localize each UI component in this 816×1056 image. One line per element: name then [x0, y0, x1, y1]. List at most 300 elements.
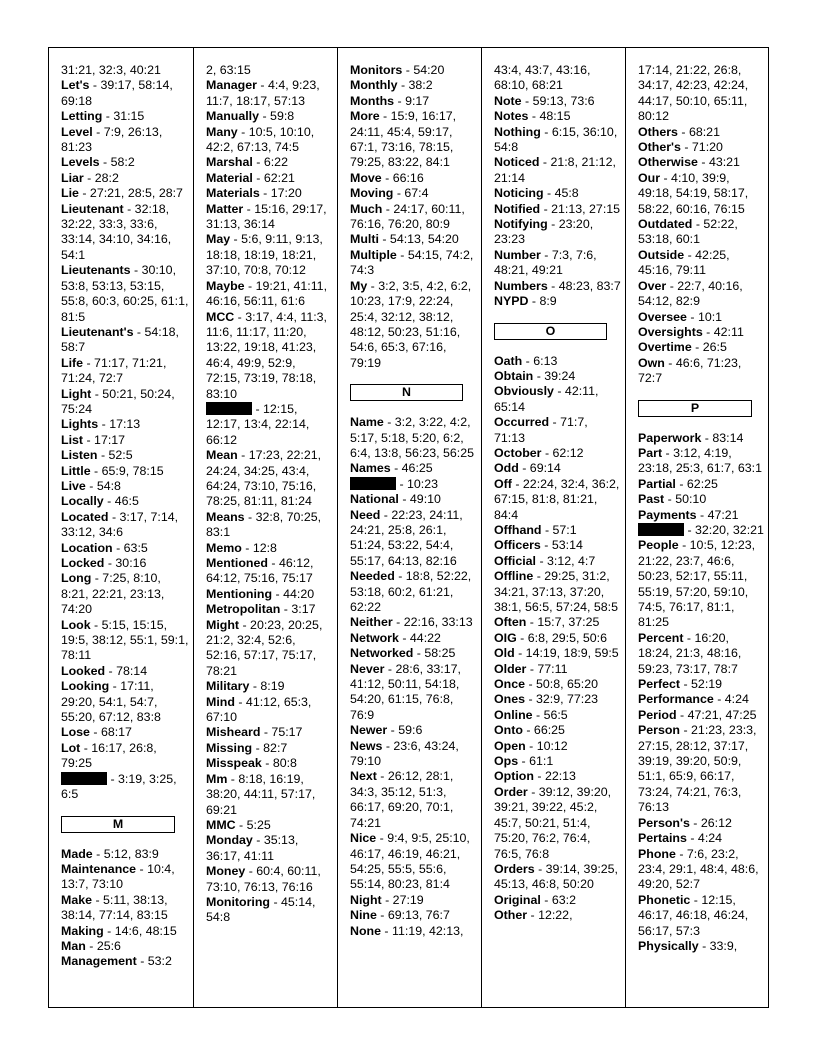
index-entry-refs: 44:20	[283, 586, 315, 601]
index-entry: Period - 47:21, 47:25	[638, 707, 757, 722]
index-entry-refs: 58:25	[424, 646, 456, 661]
index-entry-refs: 17:17	[94, 432, 126, 447]
index-entry-refs: 4:24	[697, 831, 723, 846]
index-entry-term: Manually	[206, 109, 260, 124]
index-entry-term: Misspeak	[206, 756, 262, 771]
index-entry: None - 11:19, 42:13,	[350, 923, 464, 938]
index-entry: Older - 77:11	[494, 661, 568, 676]
index-entry: Little - 65:9, 78:15	[61, 463, 164, 478]
index-entry: Making - 14:6, 48:15	[61, 923, 177, 938]
index-entry-refs: 58:2	[110, 155, 135, 170]
index-entry-refs: 5:25	[246, 817, 271, 832]
index-entry-term: Light	[61, 386, 92, 401]
index-entry-refs: 3:17, 7:14, 33:12, 34:6	[61, 509, 179, 540]
index-entry-continued: 2, 63:15	[206, 63, 251, 77]
index-entry: Life - 71:17, 71:21, 71:24, 72:7	[61, 355, 167, 386]
index-entry-continued: 17:14, 21:22, 26:8, 34:17, 42:23, 42:24, 44:17, 50:10, 65:11, 80:12	[638, 63, 749, 124]
index-entry-refs: 15:16, 29:17, 31:13, 36:14	[206, 201, 327, 232]
index-entry: Look - 5:15, 15:15, 19:5, 38:12, 55:1, 59:1, 78:11	[61, 617, 189, 663]
index-entry: Looking - 17:11, 29:20, 54:1, 54:7, 55:20, 67:12, 83:8	[61, 679, 161, 725]
index-entry-refs: 59:8	[270, 109, 295, 124]
index-entry: Occurred - 71:7, 71:13	[494, 415, 588, 445]
index-entry-term: Monday	[206, 833, 253, 848]
index-entry-refs: 62:25	[686, 476, 718, 491]
index-entry-refs: 47:21, 47:25	[687, 707, 757, 722]
index-entry-refs: 38:2	[408, 78, 433, 93]
index-entry-refs: 49:10	[409, 492, 441, 507]
index-entry: Once - 50:8, 65:20	[494, 677, 599, 692]
index-entry: Payments - 47:21	[638, 507, 739, 522]
index-entry-term: Lights	[61, 417, 99, 432]
index-entry-refs: 52:5	[108, 448, 133, 463]
index-entry: Other - 12:22,	[494, 908, 573, 923]
index-entry-term: Locked	[61, 556, 105, 570]
index-entry-term: Person	[638, 723, 681, 738]
index-entry: Part - 3:12, 4:19, 23:18, 25:3, 61:7, 63:1	[638, 445, 763, 476]
index-entry-refs: 21:23, 23:3, 27:15, 28:12, 37:17, 39:19, 39:20, 50:9, 51:1, 65:9, 66:17, 73:24, 74:21, 76:3, 76:13	[638, 723, 757, 815]
index-page-frame	[48, 47, 769, 1008]
index-entry: Oversights - 42:11	[638, 324, 744, 339]
index-entry: Numbers - 48:23, 83:7	[494, 278, 621, 293]
index-entry-refs: 62:21	[263, 170, 295, 185]
index-entry-refs: 7:9, 26:13, 81:23	[61, 124, 163, 155]
index-entry: Liar - 28:2	[61, 170, 119, 185]
index-entry-refs: 69:13, 76:7	[387, 908, 450, 923]
index-entry-refs: 53:14	[551, 538, 583, 553]
index-entry-term: Mm	[206, 771, 228, 786]
index-entry-term: Memo	[206, 540, 242, 555]
index-entry: Odd - 69:14	[494, 461, 561, 476]
index-entry-term: Partial	[638, 476, 676, 491]
index-entry-refs: 16:20, 18:24, 21:3, 48:16, 59:23, 73:17, 78:7	[638, 630, 742, 676]
index-entry-refs: 6:13	[533, 353, 558, 368]
index-entry-term: Mind	[206, 694, 235, 709]
index-entry: Offhand - 57:1	[494, 522, 577, 537]
index-entry-term: Multiple	[350, 247, 397, 262]
index-entry-term: Man	[61, 938, 86, 953]
index-entry: Looked - 78:14	[61, 663, 148, 678]
index-entry-refs: 17:13	[109, 417, 141, 432]
index-entry-term: MCC	[206, 309, 235, 324]
index-entry-term: Often	[494, 615, 527, 630]
index-entry-term: Notifying	[494, 217, 548, 232]
index-entry-term: Military	[206, 679, 250, 694]
index-entry-term: Percent	[638, 630, 684, 645]
index-entry: Notifying - 23:20, 23:23	[494, 217, 594, 247]
index-entry-term: Long	[61, 571, 92, 586]
index-entry-refs: 68:21	[688, 124, 720, 139]
index-entry-term: Mean	[206, 448, 238, 463]
index-entry: May - 5:6, 9:11, 9:13, 18:18, 18:19, 18:21, 37:10, 70:8, 70:12	[206, 232, 323, 278]
index-entry-term: Management	[61, 954, 137, 969]
index-entry-term: Next	[350, 769, 377, 784]
index-entry: Levels - 58:2	[61, 155, 135, 170]
index-entry-refs: 8:9	[539, 294, 557, 309]
index-entry-refs: 69:14	[529, 461, 561, 476]
index-entry-term: Oath	[494, 353, 523, 368]
index-entry: Never - 28:6, 33:17, 41:12, 50:11, 54:18, 54:20, 61:15, 76:8, 76:9	[350, 661, 461, 722]
index-entry: Network - 44:22	[350, 630, 441, 645]
index-entry-term: Notified	[494, 201, 541, 216]
index-entry: Mentioned - 46:12, 64:12, 75:16, 75:17	[206, 556, 314, 586]
index-entry: Paperwork - 83:14	[638, 430, 744, 445]
index-entry: Oversee - 10:1	[638, 309, 723, 324]
index-entry-term: Materials	[206, 186, 260, 201]
index-entry-refs: 10:23	[407, 476, 439, 491]
index-entry: Orders - 39:14, 39:25, 45:13, 46:8, 50:20	[494, 861, 618, 892]
index-entry-refs: 5:6, 9:11, 9:13, 18:18, 18:19, 18:21, 37:10, 70:8, 70:12	[206, 232, 323, 278]
index-entry: Let's - 39:17, 58:14, 69:18	[61, 78, 173, 108]
section-letter-header: O	[494, 323, 607, 340]
index-entry: Material - 62:21	[206, 170, 295, 185]
index-entry-refs: 82:7	[263, 740, 288, 755]
index-column-5	[625, 48, 770, 1007]
index-entry-continued: 43:4, 43:7, 43:16, 68:10, 68:21	[494, 63, 591, 93]
index-entry-term: My	[350, 278, 368, 293]
index-entry-term: Many	[206, 124, 238, 139]
index-entry-refs: 54:13, 54:20	[389, 232, 459, 247]
index-entry-term: Numbers	[494, 278, 548, 293]
index-entry: Oath - 6:13	[494, 353, 558, 368]
index-entry-term: Ones	[494, 692, 525, 707]
index-entry-term: Move	[350, 170, 382, 185]
index-entry-refs: 22:23, 24:11, 24:21, 25:8, 26:1, 51:24, 53:22, 54:4, 55:17, 64:13, 82:16	[350, 507, 463, 568]
index-entry-refs: 32:20, 32:21	[695, 522, 764, 537]
index-entry-term: Noticed	[494, 155, 540, 170]
index-entry-term: Payments	[638, 507, 697, 522]
index-entry-term: Metropolitan	[206, 602, 281, 617]
index-entry-term: Original	[494, 892, 541, 907]
index-entry-refs: 20:23, 20:25, 21:2, 32:4, 52:6, 52:16, 57:17, 75:17, 78:21	[206, 617, 323, 678]
index-entry-term: Performance	[638, 692, 714, 707]
index-entry: Otherwise - 43:21	[638, 155, 740, 170]
index-entry-continued: 31:21, 32:3, 40:21	[61, 63, 161, 77]
index-entry: Outdated - 52:22, 53:18, 60:1	[638, 217, 738, 247]
index-entry: Military - 8:19	[206, 679, 285, 694]
index-entry-refs: 3:12, 4:7	[547, 553, 596, 568]
index-entry-refs: 7:3, 7:6, 48:21, 49:21	[494, 247, 597, 278]
index-entry: Mm - 8:18, 16:19, 38:20, 44:11, 57:17, 69:21	[206, 771, 316, 817]
index-entry: Memo - 12:8	[206, 540, 277, 555]
index-entry: Notes - 48:15	[494, 109, 571, 124]
index-entry-refs: 39:14, 39:25, 45:13, 46:8, 50:20	[494, 861, 618, 892]
index-entry-term: Lieutenant	[61, 201, 124, 216]
index-entry-refs: 61:1	[529, 754, 554, 769]
index-entry: Notified - 21:13, 27:15	[494, 201, 621, 216]
index-entry-term: Part	[638, 445, 663, 460]
index-entry-refs: 17:11, 29:20, 54:1, 54:7, 55:20, 67:12, 83:8	[61, 679, 161, 725]
index-entry-refs: 50:10	[675, 492, 707, 507]
index-entry-term: Person's	[638, 815, 690, 830]
index-entry: Name - 3:2, 3:22, 4:2, 5:17, 5:18, 5:20, 6:2, 6:4, 13:8, 56:23, 56:25	[350, 415, 475, 460]
index-entry-term: May	[206, 232, 231, 247]
index-entry-term: Look	[61, 617, 91, 632]
index-entry: Marshal - 6:22	[206, 155, 288, 170]
index-entry-term: Monthly	[350, 78, 398, 93]
index-entry: Maintenance - 10:4, 13:7, 73:10	[61, 861, 175, 892]
index-entry: Obtain - 39:24	[494, 368, 576, 383]
index-entry-term: Misheard	[206, 725, 261, 740]
index-entry-refs: 17:23, 22:21, 24:24, 34:25, 43:4, 64:24, 73:10, 75:16, 78:25, 81:11, 81:24	[206, 448, 322, 509]
index-entry-term: Marshal	[206, 155, 253, 170]
index-entry: Newer - 59:6	[350, 723, 423, 738]
index-entry-term: Multi	[350, 232, 379, 247]
index-entry-term: List	[61, 432, 84, 447]
index-entry-term: Never	[350, 661, 385, 676]
index-entry-refs: 25:6	[96, 938, 121, 953]
index-entry-term: Over	[638, 278, 667, 293]
index-entry-term: Lieutenants	[61, 263, 131, 278]
index-entry: Metropolitan - 3:17	[206, 602, 316, 617]
index-entry-refs: 50:8, 65:20	[536, 677, 599, 692]
index-entry-refs: 30:10, 53:8, 53:13, 53:15, 55:8, 60:3, 60:25, 61:1, 81:5	[61, 263, 189, 324]
index-entry-term: News	[350, 738, 383, 753]
index-entry: Monitors - 54:20	[350, 63, 445, 77]
index-entry-refs: 17:20	[270, 186, 302, 201]
index-entry-refs: 45:8	[554, 186, 579, 201]
index-entry-refs: 39:24	[544, 368, 576, 383]
index-entry-term: Make	[61, 892, 92, 907]
index-entry: National - 49:10	[350, 492, 441, 507]
index-entry: Matter - 15:16, 29:17, 31:13, 36:14	[206, 201, 327, 232]
index-entry-term: Oversee	[638, 309, 687, 324]
index-entry: Note - 59:13, 73:6	[494, 93, 595, 108]
index-entry: Lie - 27:21, 28:5, 28:7	[61, 186, 183, 201]
index-entry-term: Needed	[350, 569, 395, 584]
index-entry: Mind - 41:12, 65:3, 67:10	[206, 694, 312, 725]
index-entry-term: Others	[638, 124, 678, 139]
index-entry: Light - 50:21, 50:24, 75:24	[61, 386, 175, 416]
index-entry-term: Let's	[61, 78, 90, 93]
index-entry-refs: 22:16, 33:13	[403, 615, 473, 630]
index-entry-refs: 22:13	[544, 769, 576, 784]
index-entry: Moving - 67:4	[350, 186, 429, 201]
index-entry-term: Noticing	[494, 186, 544, 201]
index-entry: Multiple - 54:15, 74:2, 74:3	[350, 247, 474, 278]
index-entry-refs: 6:15, 36:10, 54:8	[494, 124, 618, 155]
index-entry: Open - 10:12	[494, 738, 568, 753]
index-entry-term: Night	[350, 892, 382, 907]
index-entry-term: Outdated	[638, 217, 693, 232]
index-entry-term: National	[350, 492, 399, 507]
index-entry: Noticing - 45:8	[494, 186, 579, 201]
index-entry-term: Open	[494, 738, 526, 753]
index-entry-term: Perfect	[638, 677, 681, 692]
index-entry: Ones - 32:9, 77:23	[494, 692, 599, 707]
index-entry: Means - 32:8, 70:25, 83:1	[206, 509, 322, 540]
index-entry-refs: 10:12	[536, 738, 568, 753]
index-entry-term: Phone	[638, 846, 676, 861]
index-entry-refs: 12:15, 12:17, 13:4, 22:14, 66:12	[206, 401, 310, 447]
index-entry-refs: 4:24	[724, 692, 749, 707]
index-entry-term: Location	[61, 540, 113, 555]
index-entry: Money - 60:4, 60:11, 73:10, 76:13, 76:16	[206, 864, 321, 894]
index-entry-refs: 41:12, 65:3, 67:10	[206, 694, 312, 725]
index-entry: Partial - 62:25	[638, 476, 718, 491]
index-entry-term: Missing	[206, 740, 253, 755]
index-entry-refs: 52:19	[691, 677, 723, 692]
index-entry-term: Mentioning	[206, 586, 273, 601]
index-entry: Lieutenant's - 54:18, 58:7	[61, 324, 179, 355]
index-entry-refs: 43:21	[708, 155, 740, 170]
index-entry-term: OIG	[494, 630, 517, 645]
index-entry-refs: 66:16	[392, 170, 424, 185]
index-entry: Live - 54:8	[61, 478, 121, 493]
index-entry-refs: 5:12, 83:9	[103, 846, 159, 861]
index-entry: Move - 66:16	[350, 170, 424, 185]
index-entry-refs: 46:6, 71:23, 72:7	[638, 355, 742, 386]
redaction-bar	[638, 523, 684, 536]
index-entry: Person - 21:23, 23:3, 27:15, 28:12, 37:17, 39:19, 39:20, 50:9, 51:1, 65:9, 66:17, 73:24, 74:21, 76:3, 76:13	[638, 723, 757, 815]
index-entry: Manager - 4:4, 9:23, 11:7, 18:17, 57:13	[206, 78, 320, 108]
index-entry: My - 3:2, 3:5, 4:2, 6:2, 10:23, 17:9, 22:24, 25:4, 32:12, 38:12, 48:12, 50:23, 51:16, 54:6, 65:3, 67:16, 79:19	[350, 278, 472, 370]
index-entry-refs: 9:4, 9:5, 25:10, 46:17, 46:19, 46:21, 54:25, 55:5, 55:6, 55:14, 80:23, 81:4	[350, 831, 470, 892]
index-entry-refs: 46:25	[401, 461, 433, 476]
index-entry: Ops - 61:1	[494, 754, 554, 769]
index-entry: Misheard - 75:17	[206, 725, 303, 740]
index-entry-redacted: - 10:23	[350, 477, 477, 492]
index-entry-term: Oversights	[638, 324, 703, 339]
index-entry-term: Nothing	[494, 124, 541, 139]
redaction-bar	[206, 402, 252, 415]
index-entry: Onto - 66:25	[494, 723, 565, 738]
index-entry: People - 10:5, 12:23, 21:22, 23:7, 46:6, 50:23, 52:17, 55:11, 55:19, 57:20, 59:10, 74:5, 76:17, 81:1, 81:25	[638, 538, 756, 630]
index-entry: Number - 7:3, 7:6, 48:21, 49:21	[494, 247, 597, 278]
index-entry: Officers - 53:14	[494, 538, 583, 553]
index-entry: Location - 63:5	[61, 540, 148, 555]
index-entry-refs: 46:12, 64:12, 75:16, 75:17	[206, 556, 314, 586]
index-entry: Our - 4:10, 39:9, 49:18, 54:19, 58:17, 58:22, 60:16, 76:15	[638, 170, 749, 216]
index-entry-term: Once	[494, 677, 525, 692]
index-entry-refs: 26:12, 28:1, 34:3, 35:12, 51:3, 66:17, 69:20, 70:1, 74:21	[350, 769, 454, 830]
index-entry-term: Money	[206, 864, 246, 879]
index-entry-refs: 3:17, 4:4, 11:3, 11:6, 11:17, 11:20, 13:22, 19:18, 41:23, 46:4, 49:9, 52:9, 72:15, 73:19, 78:18, 83:10	[206, 309, 327, 401]
index-entry-term: October	[494, 445, 542, 460]
index-column-3	[337, 48, 481, 1007]
index-entry-term: Offline	[494, 569, 534, 584]
index-entry: Misspeak - 80:8	[206, 756, 297, 771]
index-entry-refs: 31:15	[113, 109, 145, 124]
index-entry-refs: 24:17, 60:11, 76:16, 76:20, 80:9	[350, 201, 465, 232]
index-entry-refs: 8:18, 16:19, 38:20, 44:11, 57:17, 69:21	[206, 771, 316, 817]
index-entry: Official - 3:12, 4:7	[494, 553, 596, 568]
index-entry-refs: 3:17	[291, 602, 316, 617]
index-entry: MMC - 5:25	[206, 817, 271, 832]
index-entry: Performance - 4:24	[638, 692, 749, 707]
index-entry: Maybe - 19:21, 41:11, 46:16, 56:11, 61:6	[206, 278, 328, 309]
index-entry-redacted: - 32:20, 32:21	[638, 523, 766, 538]
index-entry-refs: 54:8	[96, 478, 121, 493]
index-entry: Original - 63:2	[494, 892, 576, 907]
index-entry-term: Period	[638, 707, 677, 722]
index-entry-term: Level	[61, 124, 93, 139]
index-entry-term: Otherwise	[638, 155, 698, 170]
index-entry-term: Older	[494, 661, 527, 676]
index-entry: Much - 24:17, 60:11, 76:16, 76:20, 80:9	[350, 201, 465, 232]
index-entry-refs: 32:8, 70:25, 83:1	[206, 509, 322, 540]
index-entry-term: Number	[494, 247, 541, 262]
index-entry: Management - 53:2	[61, 954, 172, 969]
index-entry-term: Looked	[61, 663, 106, 678]
index-entry-refs: 6:8, 29:5, 50:6	[527, 630, 607, 645]
index-entry-term: Other's	[638, 140, 681, 155]
index-entry-refs: 63:5	[123, 540, 148, 555]
index-entry-term: Means	[206, 509, 245, 524]
index-entry-term: Ops	[494, 754, 519, 769]
index-entry-refs: 21:8, 21:12, 21:14	[494, 155, 616, 185]
index-entry: Listen - 52:5	[61, 448, 133, 463]
index-entry: Locally - 46:5	[61, 494, 139, 509]
index-entry: NYPD - 8:9	[494, 294, 557, 309]
index-entry-refs: 42:25, 45:16, 79:11	[638, 247, 730, 278]
index-entry-refs: 12:15, 46:17, 46:18, 46:24, 56:17, 57:3	[638, 892, 749, 938]
index-entry-refs: 14:19, 18:9, 59:5	[525, 646, 619, 661]
index-entry-refs: 19:21, 41:11, 46:16, 56:11, 61:6	[206, 278, 328, 309]
index-entry-refs: 15:7, 37:25	[537, 615, 600, 630]
index-entry-term: Live	[61, 478, 86, 493]
index-entry-refs: 46:5	[114, 494, 139, 509]
index-column-1	[49, 48, 193, 1007]
index-entry-refs: 12:22,	[538, 908, 573, 923]
index-entry-term: Letting	[61, 109, 103, 124]
index-entry-refs: 35:13, 36:17, 41:11	[206, 833, 299, 863]
index-entry-refs: 7:6, 23:2, 23:4, 29:1, 48:4, 48:6, 49:20, 52:7	[638, 846, 759, 892]
index-entry: Monitoring - 45:14, 54:8	[206, 894, 316, 925]
index-entry: Mentioning - 44:20	[206, 586, 315, 601]
index-entry-refs: 52:22, 53:18, 60:1	[638, 217, 738, 247]
index-entry-refs: 14:6, 48:15	[114, 923, 177, 938]
index-entry-term: Offhand	[494, 522, 542, 537]
index-entry-refs: 44:22	[409, 630, 441, 645]
index-entry: Manually - 59:8	[206, 109, 295, 124]
index-entry-term: Officers	[494, 538, 541, 553]
index-entry-term: Lose	[61, 725, 90, 740]
index-entry: Multi - 54:13, 54:20	[350, 232, 459, 247]
index-entry-refs: 12:8	[252, 540, 277, 555]
index-entry-refs: 65:9, 78:15	[101, 463, 164, 478]
index-entry-refs: 71:7, 71:13	[494, 415, 588, 445]
index-entry-refs: 75:17	[271, 725, 303, 740]
index-entry-term: Online	[494, 707, 533, 722]
index-entry-term: Network	[350, 630, 399, 645]
index-entry-term: Newer	[350, 723, 388, 738]
index-entry-refs: 23:20, 23:23	[494, 217, 594, 247]
index-entry-refs: 28:6, 33:17, 41:12, 50:11, 54:18, 54:20, 61:15, 76:8, 76:9	[350, 661, 461, 722]
index-entry-refs: 53:2	[147, 954, 172, 969]
index-entry-term: Monitoring	[206, 894, 270, 909]
section-letter-header: M	[61, 816, 175, 833]
index-entry-refs: 62:12	[552, 445, 584, 460]
index-entry-term: People	[638, 538, 679, 553]
index-entry-term: More	[350, 109, 380, 124]
index-entry-refs: 8:19	[260, 679, 285, 694]
redaction-bar	[350, 477, 396, 490]
index-entry-term: Pertains	[638, 831, 687, 846]
index-entry-refs: 66:25	[533, 723, 565, 738]
index-entry: Locked - 30:16	[61, 556, 147, 570]
index-entry: Man - 25:6	[61, 938, 121, 953]
index-entry-refs: 54:15, 74:2, 74:3	[350, 247, 474, 278]
index-entry: Monthly - 38:2	[350, 78, 433, 93]
index-entry: Person's - 26:12	[638, 815, 732, 830]
index-entry-term: Old	[494, 646, 515, 661]
index-entry-refs: 32:18, 32:22, 33:3, 33:6, 33:14, 34:10, 34:16, 54:1	[61, 201, 172, 262]
index-entry-refs: 48:23, 83:7	[558, 278, 621, 293]
index-entry: More - 15:9, 16:17, 24:11, 45:4, 59:17, 67:1, 73:16, 78:15, 79:25, 83:22, 84:1	[350, 109, 457, 170]
index-entry-term: Physically	[638, 938, 699, 953]
index-entry: Located - 3:17, 7:14, 33:12, 34:6	[61, 509, 179, 540]
index-column-4	[481, 48, 625, 1007]
